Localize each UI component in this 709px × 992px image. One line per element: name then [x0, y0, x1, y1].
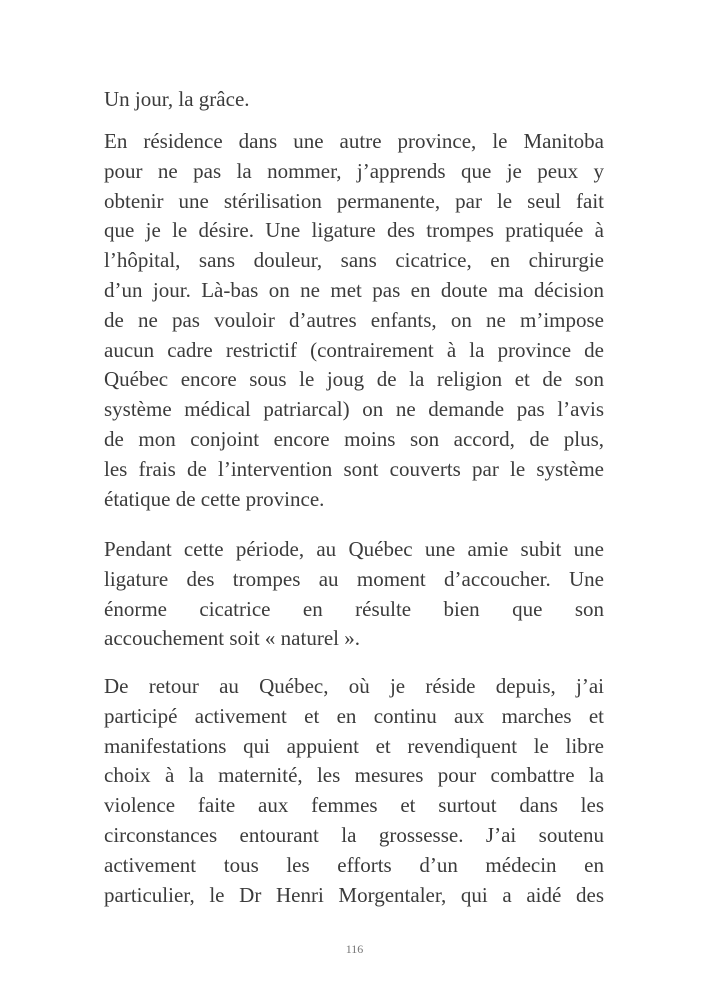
text-line: Québec encore sous le joug de la religion et de son — [104, 367, 604, 392]
text-line: de ne pas vouloir d’autres enfants, on ne m’impose — [104, 307, 604, 332]
text-line: activement tous les efforts d’un médecin en — [104, 852, 604, 877]
text-line: énorme cicatrice en résulte bien que son — [104, 596, 604, 621]
text-line: système médical patriarcal) on ne demande pas l’avis — [104, 397, 604, 422]
paragraph-4 — [104, 672, 604, 910]
text-line: ligature des trompes au moment d’accoucher. Une — [104, 566, 604, 591]
text-line: les frais de l’intervention sont couverts par le système — [104, 456, 604, 481]
text-line: Un jour, la grâce. — [104, 87, 250, 111]
text-line: obtenir une stérilisation permanente, par le seul fait — [104, 188, 604, 213]
text-line: Pendant cette période, au Québec une amie subit une — [104, 537, 604, 561]
text-line: manifestations qui appuient et revendiquent le libre — [104, 733, 604, 758]
text-line: aucun cadre restrictif (contrairement à la province de — [104, 337, 604, 362]
text-line: circonstances entourant la grossesse. J’ai soutenu — [104, 822, 604, 847]
text-line: violence faite aux femmes et surtout dans les — [104, 793, 604, 818]
page-number: 116 — [345, 942, 364, 956]
paragraph-2 — [104, 127, 604, 514]
text-line: choix à la maternité, les mesures pour combattre la — [104, 763, 604, 788]
paragraph-3 — [104, 535, 604, 654]
text-line: particulier, le Dr Henri Morgentaler, qui a aidé des — [104, 882, 604, 907]
text-line: participé activement et en continu aux marches et — [104, 703, 604, 728]
text-line: de mon conjoint encore moins son accord, de plus, — [104, 426, 604, 451]
text-line: que je le désire. Une ligature des trompes pratiquée à — [104, 218, 604, 243]
paragraph-1 — [104, 85, 604, 115]
text-line: l’hôpital, sans douleur, sans cicatrice, en chirurgie — [104, 248, 604, 273]
text-line: De retour au Québec, où je réside depuis, j’ai — [104, 674, 604, 698]
text-line: étatique de cette province. — [104, 486, 325, 511]
text-line: En résidence dans une autre province, le Manitoba — [104, 129, 604, 153]
text-line: pour ne pas la nommer, j’apprends que je peux y — [104, 158, 604, 183]
text-line: d’un jour. Là-bas on ne met pas en doute ma décision — [104, 277, 604, 302]
text-line: accouchement soit « naturel ». — [104, 626, 360, 651]
